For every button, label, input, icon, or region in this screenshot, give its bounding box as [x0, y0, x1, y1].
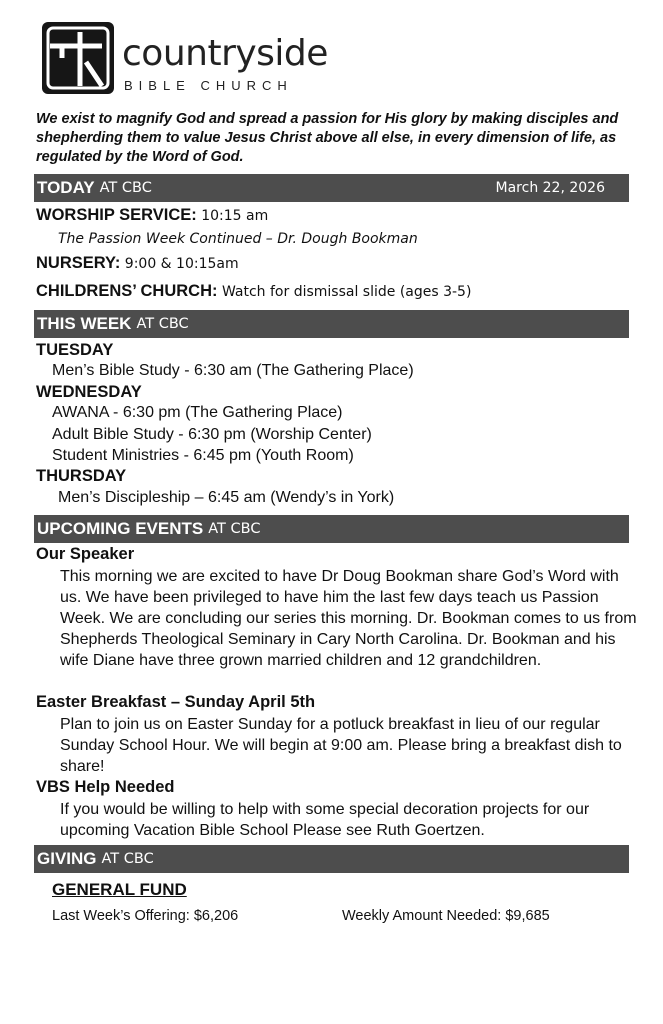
today-suffix: AT CBC — [99, 180, 152, 196]
upcoming-suffix: AT CBC — [208, 521, 261, 537]
event-item: Student Ministries - 6:45 pm (Youth Room) — [52, 447, 354, 464]
worship-time: 10:15 am — [201, 208, 269, 224]
cross-logo-icon — [42, 22, 114, 94]
event-description: Plan to join us on Easter Sunday for a potluck breakfast in lieu of our regular Sunday School Hour. We will begin at 9:00 am. Please bring a breakfast dish to share! — [60, 716, 622, 775]
worship-service-line — [36, 206, 268, 225]
church-logo — [42, 22, 332, 102]
day-heading: TUESDAY — [36, 341, 114, 359]
nursery-line — [36, 254, 239, 273]
sermon-title: The Passion Week Continued – Dr. Dough Bookman — [58, 231, 418, 247]
logo-wordmark: countryside — [122, 33, 328, 74]
giving-title: GIVING — [37, 849, 97, 868]
childrens-text: Watch for dismissal slide (ages 3-5) — [221, 284, 472, 300]
childrens-church-line — [36, 282, 471, 301]
today-date: March 22, 2026 — [495, 180, 605, 196]
last-week-offering: Last Week’s Offering: $6,206 — [52, 908, 239, 924]
event-heading: VBS Help Needed — [36, 778, 175, 796]
weekly-amount-needed: Weekly Amount Needed: $9,685 — [342, 908, 550, 924]
today-title: TODAY — [37, 178, 95, 197]
giving-suffix: AT CBC — [101, 851, 154, 867]
event-item: Men’s Discipleship – 6:45 am (Wendy’s in York) — [58, 489, 395, 506]
event-description: If you would be willing to help with some special decoration projects for our upcoming Vacation Bible School Please see Ruth Goertzen. — [60, 801, 590, 839]
logo-subtitle: BIBLE CHURCH — [124, 78, 293, 93]
nursery-time: 9:00 & 10:15am — [124, 256, 239, 272]
day-heading: WEDNESDAY — [36, 383, 142, 401]
nursery-label: NURSERY: — [36, 254, 121, 272]
upcoming-events-section-header — [34, 515, 629, 543]
today-section-header — [34, 174, 629, 202]
worship-label: WORSHIP SERVICE: — [36, 206, 197, 224]
general-fund-heading: GENERAL FUND — [52, 880, 187, 899]
event-item: Adult Bible Study - 6:30 pm (Worship Center) — [52, 426, 372, 443]
this-week-section-header — [34, 310, 629, 338]
giving-section-header — [34, 845, 629, 873]
event-heading: Easter Breakfast – Sunday April 5th — [36, 693, 316, 711]
event-description: This morning we are excited to have Dr Doug Bookman share God’s Word with us. We have been privileged to have him the last few days teach us Passion Week. We are concluding our series this morning. Dr. Bookman comes to us from Shepherds Theological Seminary in Cary North Carolina. Dr. Bookman and his wife Diane have three grown married children and 12 grandchildren. — [60, 568, 637, 669]
childrens-label: CHILDRENS’ CHURCH: — [36, 282, 218, 300]
event-item: AWANA - 6:30 pm (The Gathering Place) — [52, 404, 343, 421]
upcoming-title: UPCOMING EVENTS — [37, 519, 204, 538]
this-week-suffix: AT CBC — [136, 316, 189, 332]
mission-statement: We exist to magnify God and spread a passion for His glory by making disciples and shepherding them to value Jesus Christ above all else, in every dimension of life, as regulated by the Word of God. — [36, 111, 619, 165]
event-item: Men’s Bible Study - 6:30 am (The Gathering Place) — [52, 362, 414, 379]
event-heading: Our Speaker — [36, 545, 135, 563]
day-heading: THURSDAY — [36, 467, 127, 485]
this-week-title: THIS WEEK — [37, 314, 132, 333]
